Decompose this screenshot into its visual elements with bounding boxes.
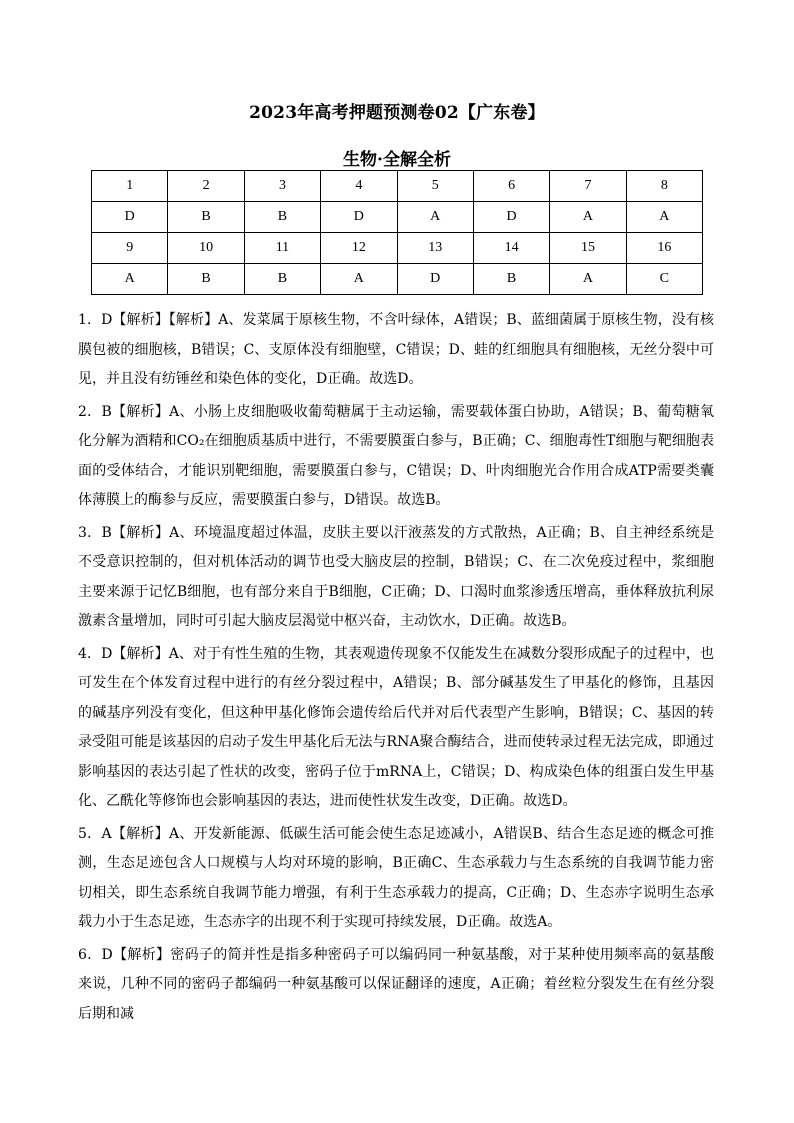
answer-cell: D: [321, 202, 397, 233]
question-number-cell: 2: [168, 171, 244, 202]
answer-cell: B: [168, 264, 244, 295]
answer-cell: A: [550, 202, 626, 233]
table-row: [92, 233, 703, 264]
document-title: 2023年高考押题预测卷02【广东卷】: [249, 103, 545, 123]
answer-cell: B: [473, 264, 549, 295]
answer-cell: A: [550, 264, 626, 295]
question-number-cell: 15: [550, 233, 626, 264]
answer-cell: B: [244, 264, 320, 295]
question-number-cell: 4: [321, 171, 397, 202]
question-number-cell: 5: [397, 171, 473, 202]
explanation-3: 3．B【解析】A、环境温度超过体温，皮肤主要以汗液蒸发的方式散热，A正确；B、自主神经系统是不受意识控制的，但对机体活动的调节也受大脑皮层的控制，B错误；C、在二次免疫过程中，浆细胞主要来源于记忆B细胞，也有部分来自于B细胞，C正确；D、口渴时血浆渗透压增高，垂体释放抗利尿激素含量增加，同时可引起大脑皮层渴觉中枢兴奋，主动饮水，D正确。故选B。: [78, 524, 714, 629]
answer-cell: A: [92, 264, 168, 295]
table-row: [92, 202, 703, 233]
answer-cell: D: [473, 202, 549, 233]
question-number-cell: 7: [550, 171, 626, 202]
question-number-cell: 14: [473, 233, 549, 264]
question-number-cell: 16: [626, 233, 702, 264]
answer-cell: B: [168, 202, 244, 233]
explanations-section: [78, 306, 714, 1032]
explanation-4: 4．D【解析】A、对于有性生殖的生物，其表观遗传现象不仅能发生在减数分裂形成配子的过程中，也可发生在个体发育过程中进行的有丝分裂过程中，A错误；B、部分碱基发生了甲基化的修饰，且基因的碱基序列没有变化，但这种甲基化修饰会遗传给后代并对后代表型产生影响，B错误；C、基因的转录受阻可能是该基因的启动子发生甲基化后无法与RNA聚合酶结合，进而使转录过程无法完成，即通过影响基因的表达引起了性状的改变，密码子位于mRNA上，C错误；D、构成染色体的组蛋白发生甲基化、乙酰化等修饰也会影响基因的表达，进而使性状发生改变，D正确。故选D。: [78, 645, 714, 809]
explanation-5: 5．A【解析】A、开发新能源、低碳生活可能会使生态足迹减小，A错误B、结合生态足迹的概念可推测，生态足迹包含人口规模与人均对环境的影响，B正确C、生态承载力与生态系统的自我调节能力密切相关，即生态系统自我调节能力增强，有利于生态承载力的提高，C正确；D、生态赤字说明生态承载力小于生态足迹，生态赤字的出现不利于实现可持续发展，D正确。故选A。: [78, 825, 714, 930]
answer-cell: D: [397, 264, 473, 295]
question-number-cell: 12: [321, 233, 397, 264]
table-row: [92, 171, 703, 202]
answer-cell: C: [626, 264, 702, 295]
table-row: [92, 264, 703, 295]
document-subtitle: 生物·全解全析: [343, 150, 451, 170]
question-number-cell: 6: [473, 171, 549, 202]
question-number-cell: 11: [244, 233, 320, 264]
question-number-cell: 3: [244, 171, 320, 202]
answer-cell: B: [244, 202, 320, 233]
explanation-1: 1．D【解析】【解析】A、发菜属于原核生物，不含叶绿体，A错误；B、蓝细菌属于原核生物，没有核膜包被的细胞核，B错误；C、支原体没有细胞壁，C错误；D、蛙的红细胞具有细胞核，无丝分裂中可见，并且没有纺锤丝和染色体的变化，D正确。故选D。: [78, 312, 714, 387]
answer-key-table: [91, 170, 703, 295]
question-number-cell: 9: [92, 233, 168, 264]
answer-cell: A: [397, 202, 473, 233]
question-number-cell: 1: [92, 171, 168, 202]
answer-cell: A: [321, 264, 397, 295]
answer-cell: A: [626, 202, 702, 233]
explanation-6: 6．D【解析】密码子的简并性是指多种密码子可以编码同一种氨基酸，对于某种使用频率高的氨基酸来说，几种不同的密码子都编码一种氨基酸可以保证翻译的速度，A正确；着丝粒分裂发生在有丝分裂后期和减: [78, 946, 714, 1022]
answer-cell: D: [92, 202, 168, 233]
question-number-cell: 13: [397, 233, 473, 264]
question-number-cell: 10: [168, 233, 244, 264]
question-number-cell: 8: [626, 171, 702, 202]
explanation-2: 2．B【解析】A、小肠上皮细胞吸收葡萄糖属于主动运输，需要载体蛋白协助，A错误；B、葡萄糖氧化分解为酒精和CO₂在细胞质基质中进行，不需要膜蛋白参与，B正确；C、细胞毒性T细胞与靶细胞表面的受体结合，才能识别靶细胞，需要膜蛋白参与，C错误；D、叶肉细胞光合作用合成ATP需要类囊体薄膜上的酶参与反应，需要膜蛋白参与，D错误。故选B。: [78, 403, 714, 508]
